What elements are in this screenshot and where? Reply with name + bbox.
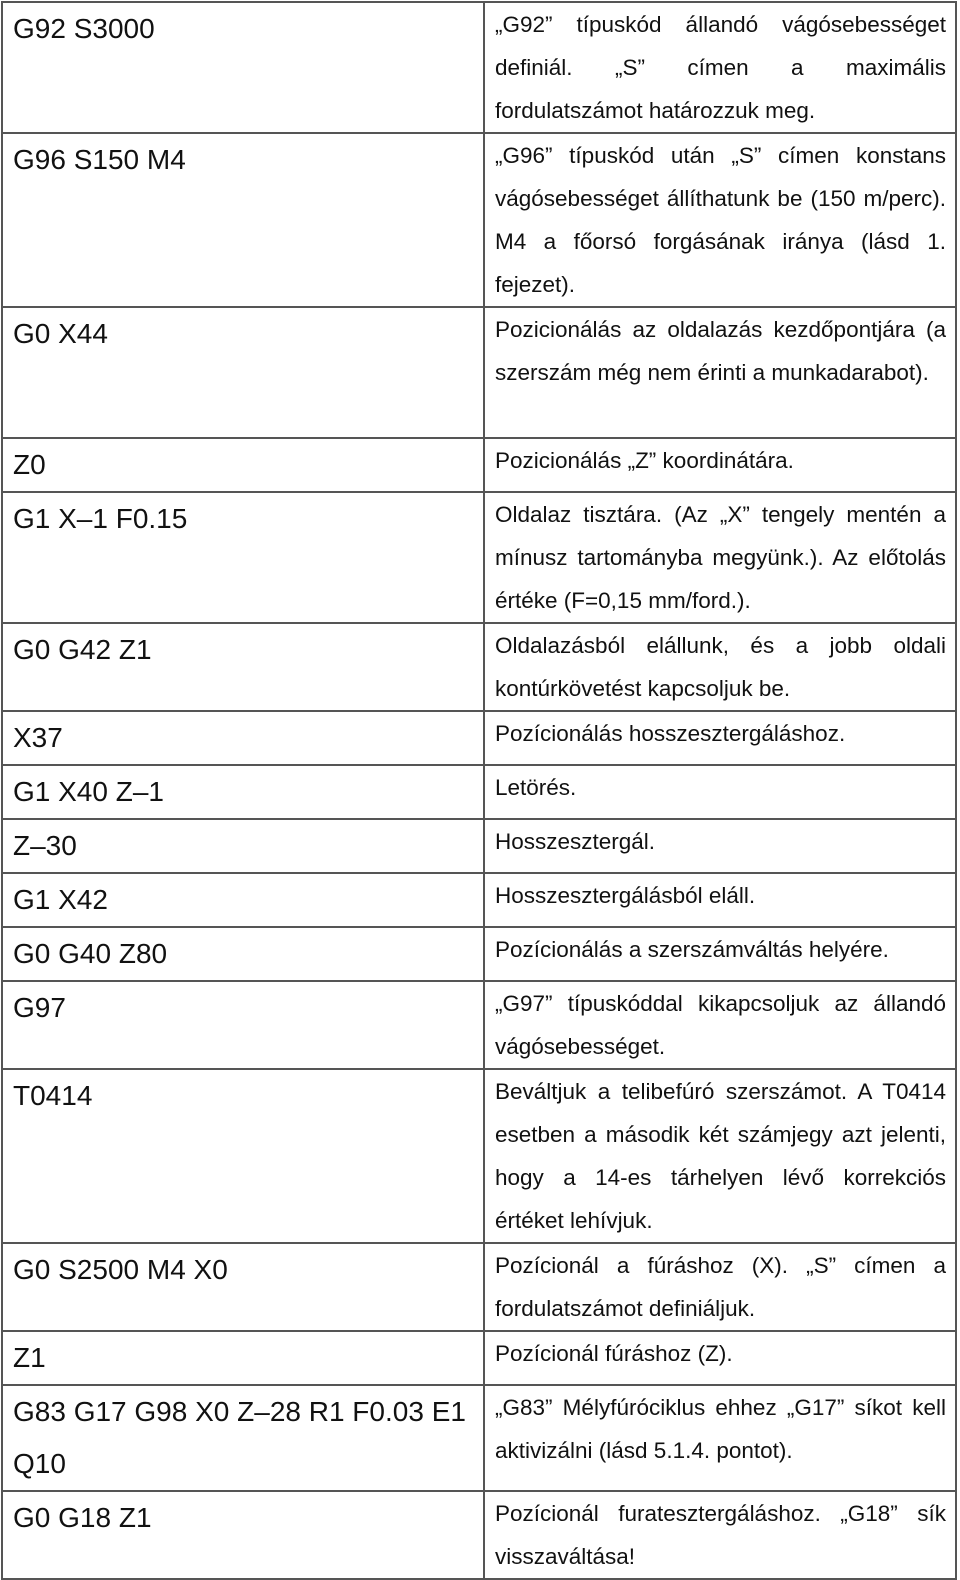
description-cell: Pozicionálás az oldalazás kezdőpontjára (a szerszám még nem érinti a munkadarabot).	[484, 307, 956, 438]
nc-code-cell: G0 G40 Z80	[2, 927, 484, 981]
nc-code-cell: T0414	[2, 1069, 484, 1243]
description-cell: Letörés.	[484, 765, 956, 819]
nc-code-cell: G0 G42 Z1	[2, 623, 484, 711]
nc-code-cell: G83 G17 G98 X0 Z–28 R1 F0.03 E1 Q10	[2, 1385, 484, 1491]
description-cell: Oldalaz tisztára. (Az „X” tengely mentén a mínusz tartományba megyünk.). Az előtolás értéke (F=0,15 mm/ford.).	[484, 492, 956, 623]
nc-code-cell: G97	[2, 981, 484, 1069]
table-row	[2, 765, 956, 819]
description-cell: Oldalazásból elállunk, és a jobb oldali kontúrkövetést kapcsoljuk be.	[484, 623, 956, 711]
table-row	[2, 981, 956, 1069]
table-row	[2, 819, 956, 873]
table-row	[2, 927, 956, 981]
nc-code-cell: G1 X40 Z–1	[2, 765, 484, 819]
nc-code-cell: Z0	[2, 438, 484, 492]
description-cell: „G83” Mélyfúróciklus ehhez „G17” síkot kell aktivizálni (lásd 5.1.4. pontot).	[484, 1385, 956, 1491]
table-row	[2, 1243, 956, 1331]
table-row	[2, 2, 956, 133]
nc-code-cell: G92 S3000	[2, 2, 484, 133]
nc-code-cell: Z1	[2, 1331, 484, 1385]
table-row	[2, 1385, 956, 1491]
nc-code-cell: G96 S150 M4	[2, 133, 484, 307]
table-row	[2, 438, 956, 492]
table-row	[2, 623, 956, 711]
nc-code-cell: Z–30	[2, 819, 484, 873]
description-cell: Pozícionál fúráshoz (Z).	[484, 1331, 956, 1385]
table-row	[2, 307, 956, 438]
nc-code-cell: X37	[2, 711, 484, 765]
table-row	[2, 133, 956, 307]
description-cell: „G96” típuskód után „S” címen konstans vágósebességet állíthatunk be (150 m/perc). M4 a főorsó forgásának iránya (lásd 1. fejezet).	[484, 133, 956, 307]
table-row	[2, 711, 956, 765]
nc-code-cell: G0 S2500 M4 X0	[2, 1243, 484, 1331]
description-cell: Pozícionálás hosszesztergáláshoz.	[484, 711, 956, 765]
description-cell: Hosszesztergálásból eláll.	[484, 873, 956, 927]
description-cell: Hosszesztergál.	[484, 819, 956, 873]
description-cell: Pozícionálás a szerszámváltás helyére.	[484, 927, 956, 981]
description-cell: Pozícionál furatesztergáláshoz. „G18” sík visszaváltása!	[484, 1491, 956, 1579]
table-row	[2, 1331, 956, 1385]
table-row	[2, 873, 956, 927]
table-row	[2, 1069, 956, 1243]
nc-code-cell: G0 G18 Z1	[2, 1491, 484, 1579]
description-cell: Pozícionál a fúráshoz (X). „S” címen a fordulatszámot definiáljuk.	[484, 1243, 956, 1331]
program-table	[1, 1, 957, 1580]
nc-code-cell: G1 X–1 F0.15	[2, 492, 484, 623]
description-cell: „G92” típuskód állandó vágósebességet definiál. „S” címen a maximális fordulatszámot határozzuk meg.	[484, 2, 956, 133]
nc-code-cell: G0 X44	[2, 307, 484, 438]
description-cell: „G97” típuskóddal kikapcsoljuk az állandó vágósebességet.	[484, 981, 956, 1069]
table-row	[2, 1491, 956, 1579]
nc-code-cell: G1 X42	[2, 873, 484, 927]
table-row	[2, 492, 956, 623]
description-cell: Beváltjuk a telibefúró szerszámot. A T0414 esetben a második két számjegy azt jelenti, hogy a 14-es tárhelyen lévő korrekciós értéket lehívjuk.	[484, 1069, 956, 1243]
description-cell: Pozicionálás „Z” koordinátára.	[484, 438, 956, 492]
